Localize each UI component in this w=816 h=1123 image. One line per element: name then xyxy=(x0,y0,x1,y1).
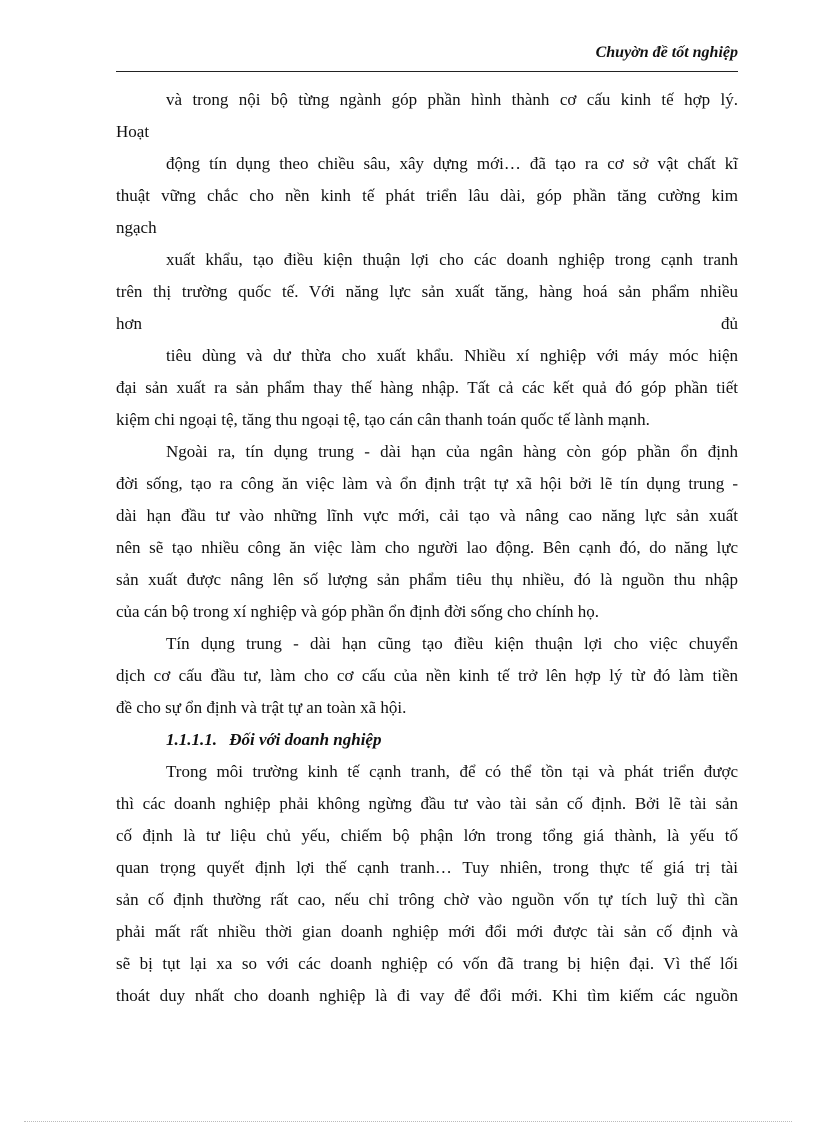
text-line: Tín dụng trung - dài hạn cũng tạo điều kiện thuận lợi cho việc chuyển xyxy=(166,634,738,653)
text-line: kiệm chi ngoại tệ, tăng thu ngoại tệ, tạo cán cân thanh toán quốc tế lành mạnh. xyxy=(116,410,650,429)
text-line: ngạch xyxy=(116,218,157,237)
text-line: xuất khẩu, tạo điều kiện thuận lợi cho các doanh nghiệp trong cạnh tranh xyxy=(166,250,738,269)
text-line: sẽ bị tụt lại xa so với các doanh nghiệp có vốn đã trang bị hiện đại. Vì thế lối xyxy=(116,954,738,973)
text-line: phải mất rất nhiều thời gian doanh nghiệp mới đổi mới được tài sản cố định và xyxy=(116,922,738,941)
running-header: Chuyờn đề tốt nghiệp xyxy=(595,44,738,61)
text-line: động tín dụng theo chiều sâu, xây dựng mới… đã tạo ra cơ sở vật chất kĩ xyxy=(166,154,738,173)
text-line: sản cố định thường rất cao, nếu chỉ trông chờ vào nguồn vốn tự tích luỹ thì cần xyxy=(116,890,738,909)
text-line: Ngoài ra, tín dụng trung - dài hạn của ngân hàng còn góp phần ổn định xyxy=(166,442,738,461)
text-line: thì các doanh nghiệp phải không ngừng đầu tư vào tài sản cố định. Bởi lẽ tài sản xyxy=(116,794,738,813)
split-line-right: đủ xyxy=(721,314,738,333)
text-line: dịch cơ cấu đầu tư, làm cho cơ cấu của nền kinh tế trở lên hợp lý từ đó làm tiền xyxy=(116,666,738,685)
text-line: thuật vững chắc cho nền kinh tế phát triển lâu dài, góp phần tăng cường kim xyxy=(116,186,738,205)
text-line: trên thị trường quốc tế. Với năng lực sản xuất tăng, hàng hoá sản phẩm nhiều xyxy=(116,282,738,301)
section-title: Đối với doanh nghiệp xyxy=(229,730,382,749)
text-line: thoát duy nhất cho doanh nghiệp là đi vay để đổi mới. Khi tìm kiếm các nguồn xyxy=(116,986,738,1005)
section-number: 1.1.1.1. xyxy=(166,730,217,749)
header-rule xyxy=(116,71,738,72)
text-line: sản xuất được nâng lên số lượng sản phẩm tiêu thụ nhiều, đó là nguồn thu nhập xyxy=(116,570,738,589)
text-line: và trong nội bộ từng ngành góp phần hình thành cơ cấu kinh tế hợp lý. xyxy=(166,90,738,109)
text-line: nên sẽ tạo nhiều công ăn việc làm cho người lao động. Bên cạnh đó, do năng lực xyxy=(116,538,738,557)
text-line: đề cho sự ổn định và trật tự an toàn xã hội. xyxy=(116,698,407,717)
text-line: cố định là tư liệu chủ yếu, chiếm bộ phận lớn trong tổng giá thành, là yếu tố xyxy=(116,826,738,845)
text-line: Trong môi trường kinh tế cạnh tranh, để có thể tồn tại và phát triển được xyxy=(166,762,738,781)
text-line: tiêu dùng và dư thừa cho xuất khẩu. Nhiều xí nghiệp với máy móc hiện xyxy=(166,346,738,365)
text-line: quan trọng quyết định lợi thế cạnh tranh… Tuy nhiên, trong thực tế giá trị tài xyxy=(116,858,738,877)
document-body xyxy=(116,84,738,1012)
text-line: đời sống, tạo ra công ăn việc làm và ổn định trật tự xã hội bởi lẽ tín dụng trung - xyxy=(116,474,738,493)
text-line: Hoạt xyxy=(116,122,150,141)
section-heading xyxy=(116,724,738,756)
split-line-left: hơn xyxy=(116,314,142,333)
split-line xyxy=(116,308,738,340)
page-bottom-dotted-rule xyxy=(24,1121,792,1122)
text-line: của cán bộ trong xí nghiệp và góp phần ổn định đời sống cho chính họ. xyxy=(116,602,600,621)
text-line: dài hạn đầu tư vào những lĩnh vực mới, cải tạo và nâng cao năng lực sản xuất xyxy=(116,506,738,525)
text-line: đại sản xuất ra sản phẩm thay thế hàng nhập. Tất cả các kết quả đó góp phần tiết xyxy=(116,378,738,397)
